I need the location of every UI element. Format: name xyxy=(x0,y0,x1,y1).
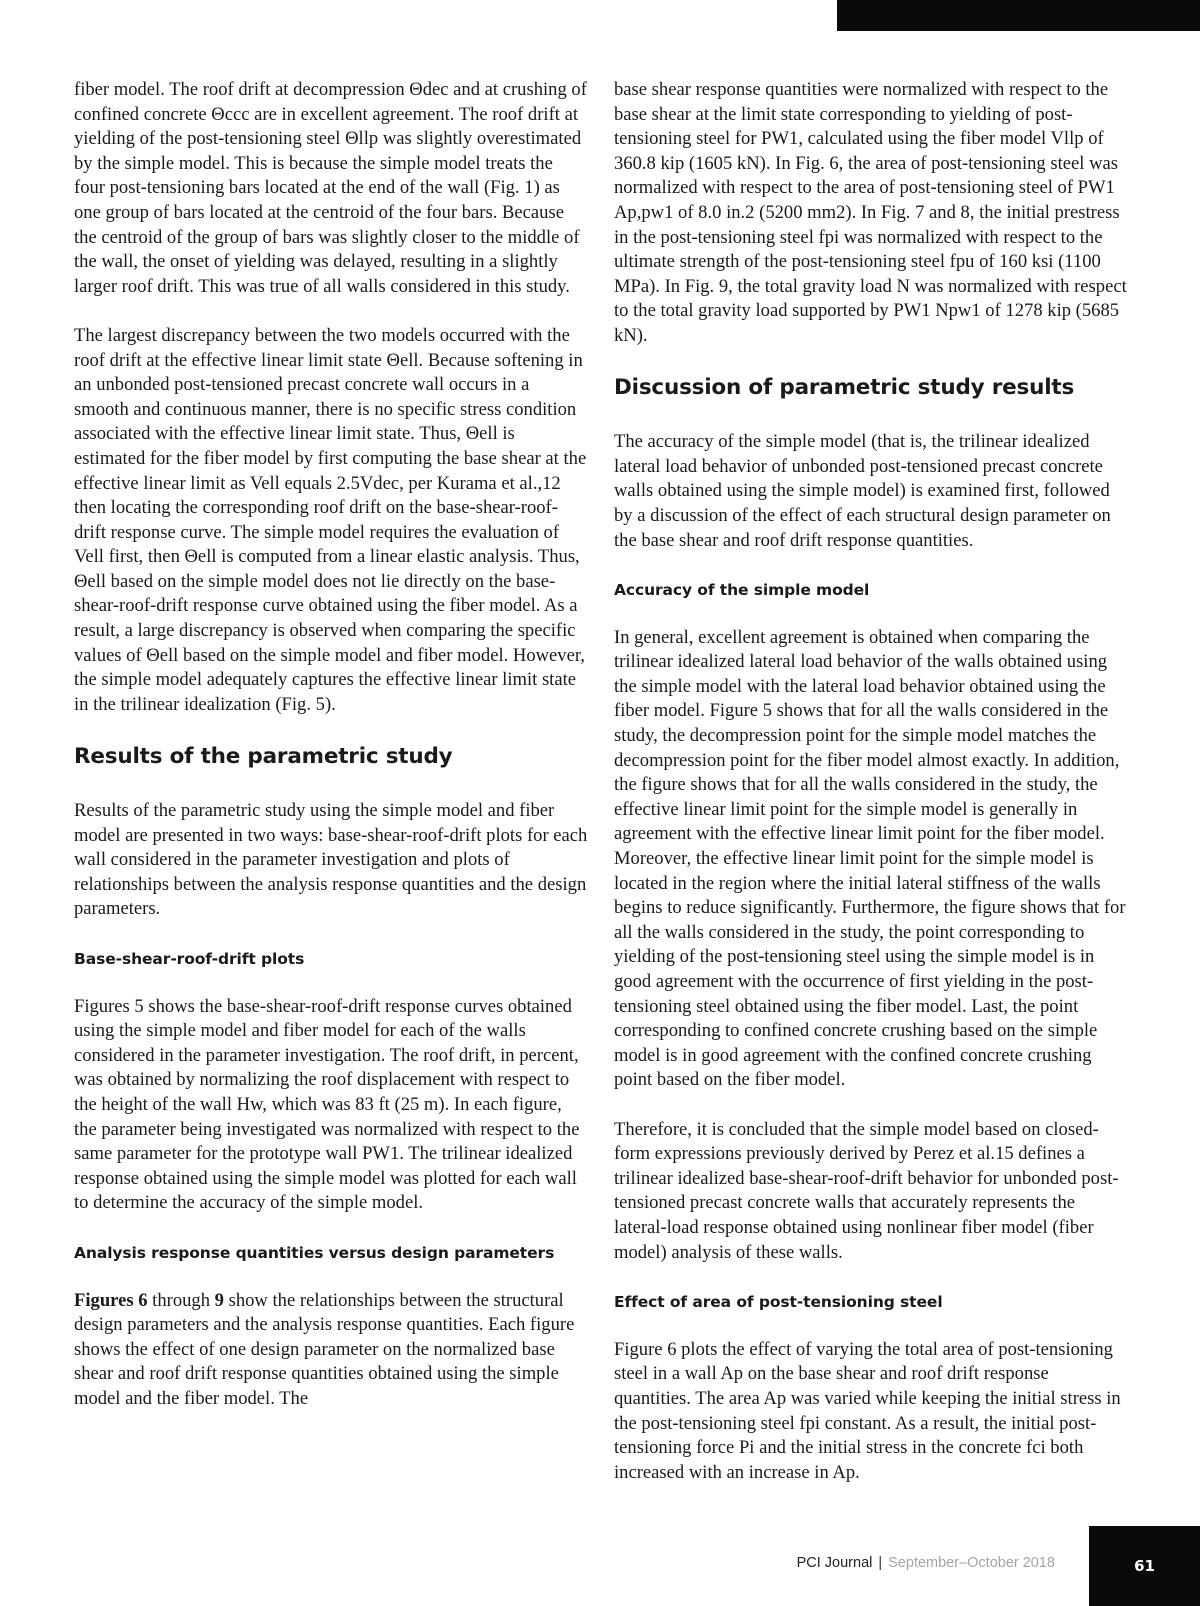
text-run: show the relationships between the structural design parameters and the analysis response quantities. Each figure shows the effect of one design parameter on the normalized base shear and roof drift response quantities obtained using the simple model and the fiber model. The xyxy=(74,1289,575,1409)
figure-ref: Figures 6 xyxy=(74,1289,148,1311)
paragraph: In general, excellent agreement is obtained when comparing the trilinear idealized lateral load behavior of the walls obtained using the simple model with the lateral load behavior obtained using the fiber model. Figure 5 shows that for all the walls considered in the study, the decompression point for the simple model matches the decompression point for the fiber model almost exactly. In addition, the figure shows that for all the walls considered in the study, the effective linear limit point for the simple model is generally in agreement with the effective linear limit point for the fiber model. Moreover, the effective linear limit point for the simple model is located in the region where the initial lateral stiffness of the walls begins to reduce significantly. Furthermore, the figure shows that for all the walls considered in the study, the point corresponding to yielding of the post-tensioning steel using the simple model is in good agreement with the occurrence of first yielding in the post-tensioning steel obtained using the fiber model. Last, the point corresponding to confined concrete crushing based on the simple model is in good agreement with the confined concrete crushing point based on the fiber model. xyxy=(614,626,1126,1091)
paragraph: base shear response quantities were normalized with respect to the base shear at the limit state corresponding to yielding of post-tensioning steel for PW1, calculated using the fiber model Vllp of 360.8 kip (1605 kN). In Fig. 6, the area of post-tensioning steel was normalized with respect to the area of post-tensioning steel of PW1 Ap,pw1 of 8.0 in.2 (5200 mm2). In Fig. 7 and 8, the initial prestress in the post-tensioning steel fpi was normalized with respect to the ultimate strength of the post-tensioning steel fpu of 160 ksi (1100 MPa). In Fig. 9, the total gravity load N was normalized with respect to the total gravity load supported by PW1 Npw1 of 1278 kip (5685 kN). xyxy=(614,79,1127,346)
left-column xyxy=(74,78,588,1436)
paragraph: Therefore, it is concluded that the simple model based on closed-form expressions previously derived by Perez et al.15 defines a trilinear idealized base-shear-roof-drift behavior for unbonded post-tensioned precast concrete walls that accurately represents the lateral-load response obtained using nonlinear fiber model (fiber model) analysis of these walls. xyxy=(614,1118,1119,1263)
paragraph: fiber model. The roof drift at decompression Θdec and at crushing of confined concrete Θccc are in excellent agreement. The roof drift at yielding of the post-tensioning steel Θllp was slightly overestimated by the simple model. This is because the simple model treats the four post-tensioning bars located at the end of the wall (Fig. 1) as one group of bars located at the centroid of the four bars. Because the centroid of the group of bars was slightly closer to the middle of the wall, the onset of yielding was delayed, resulting in a slightly larger roof drift. This was true of all walls considered in this study. xyxy=(74,79,587,297)
top-header-bar xyxy=(837,0,1200,31)
section-heading-results: Results of the parametric study xyxy=(74,744,453,770)
text-run: through xyxy=(147,1289,215,1311)
paragraph: Results of the parametric study using the simple model and fiber model are presented in two ways: base-shear-roof-drift plots for each wall considered in the parameter investigation and plots of relationships between the analysis response quantities and the design parameters. xyxy=(74,800,588,920)
paragraph: Figures 5 shows the base-shear-roof-drift response curves obtained using the simple model and fiber model for each of the walls considered in the parameter investigation. The roof drift, in percent, was obtained by normalizing the roof displacement with respect to the height of the wall Hw, which was 83 ft (25 m). In each figure, the parameter being investigated was normalized with respect to the same parameter for the prototype wall PW1. The trilinear idealized response obtained using the simple model was plotted for each wall to determine the accuracy of the simple model. xyxy=(74,995,580,1214)
right-column xyxy=(614,78,1128,1510)
paragraph: Figure 6 plots the effect of varying the total area of post-tensioning steel in a wall Ap on the base shear and roof drift response quantities. The area Ap was varied while keeping the initial stress in the post-tensioning steel fpi constant. As a result, the initial post-tensioning force Pi and the initial stress in the concrete fci both increased with an increase in Ap. xyxy=(614,1338,1121,1483)
page-number-box xyxy=(1089,1526,1200,1606)
page-number: 61 xyxy=(1134,1557,1155,1575)
subsection-heading-accuracy: Accuracy of the simple model xyxy=(614,580,870,599)
paragraph xyxy=(74,1289,588,1412)
subsection-heading-analysis: Analysis response quantities versus design parameters xyxy=(74,1243,555,1262)
subsection-heading-effect: Effect of area of post-tensioning steel xyxy=(614,1292,943,1311)
figure-ref: 9 xyxy=(214,1289,224,1311)
journal-name: PCI Journal xyxy=(796,1555,873,1571)
section-heading-discussion: Discussion of parametric study results xyxy=(614,375,1075,401)
footer-citation xyxy=(797,1555,1055,1571)
footer-separator: | xyxy=(878,1555,883,1571)
paragraph: The accuracy of the simple model (that is, the trilinear idealized lateral load behavior of unbonded post-tensioned precast concrete walls obtained using the simple model) is examined first, followed by a discussion of the effect of each structural design parameter on the base shear and roof drift response quantities. xyxy=(614,431,1111,551)
paragraph: The largest discrepancy between the two models occurred with the roof drift at the effective linear limit state Θell. Because softening in an unbonded post-tensioned precast concrete wall occurs in a smooth and continuous manner, there is no specific stress condition associated with the effective linear limit state. Thus, Θell is estimated for the fiber model by first computing the base shear at the effective linear limit as Vell equals 2.5Vdec, per Kurama et al.,12 then locating the corresponding roof drift on the base-shear-roof-drift response curve. The simple model requires the evaluation of Vell first, then Θell is computed from a linear elastic analysis. Thus, Θell based on the simple model does not lie directly on the base-shear-roof-drift response curve obtained using the fiber model. As a result, a large discrepancy is observed when comparing the specific values of Θell based on the simple model and fiber model. However, the simple model adequately captures the effective linear limit state in the trilinear idealization (Fig. 5). xyxy=(74,324,587,715)
subsection-heading-plots: Base-shear-roof-drift plots xyxy=(74,949,305,968)
issue-date: September–October 2018 xyxy=(888,1555,1055,1571)
